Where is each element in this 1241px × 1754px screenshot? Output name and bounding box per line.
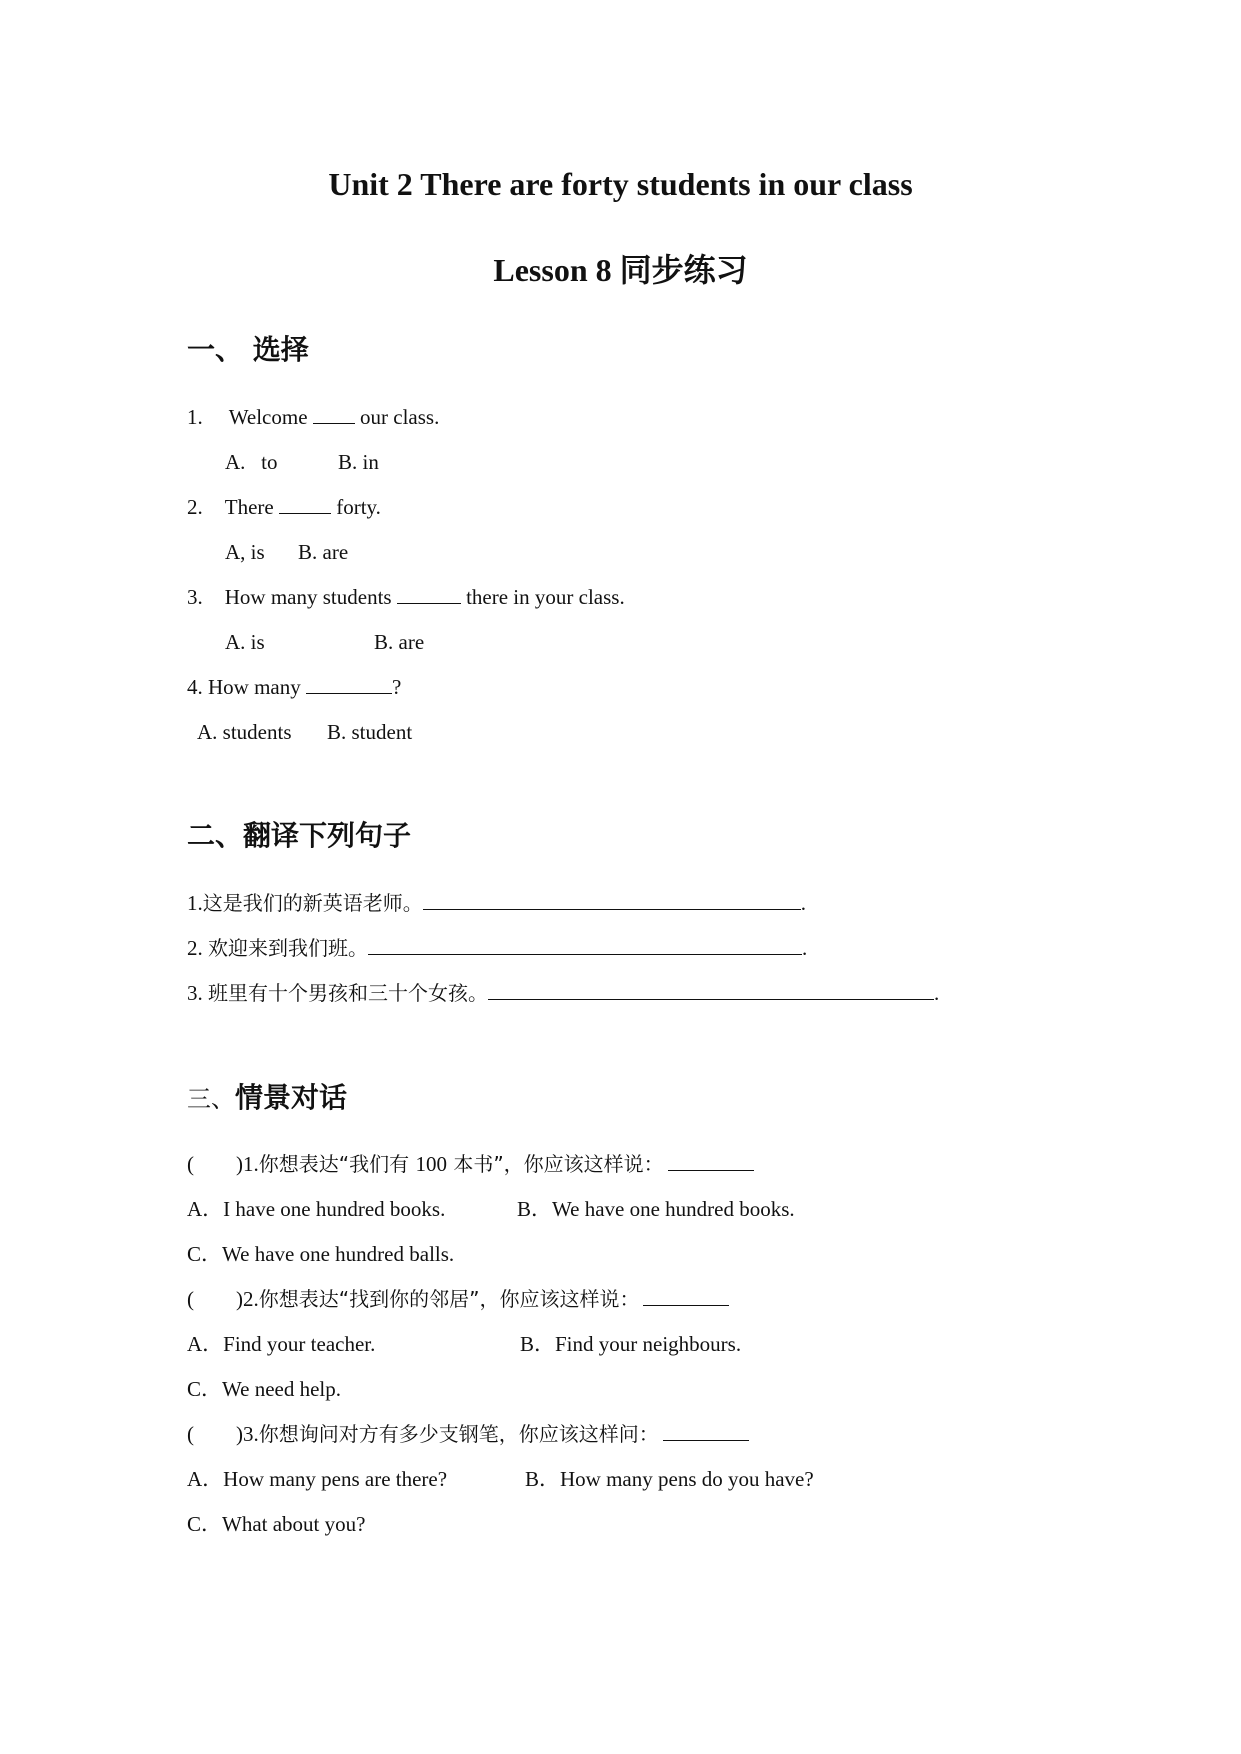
option-c: C．We have one hundred balls. [187, 1242, 455, 1266]
question-3: 3. How many students there in your class. [187, 585, 625, 609]
option-c: C．What about you? [187, 1512, 366, 1536]
option-a: A．I have one hundred books. [187, 1197, 446, 1221]
translate-sentence-2: 2. 欢迎来到我们班。 . [187, 936, 808, 960]
option-b: B. are [374, 630, 425, 654]
option-b: B．How many pens do you have? [525, 1467, 814, 1491]
option-b: B. student [327, 720, 413, 744]
option-c: C．We need help. [187, 1377, 342, 1401]
section-heading-translate: 二、翻译下列句子 [187, 819, 412, 852]
option-b: B. in [338, 450, 379, 474]
question-number: 1. [187, 405, 203, 429]
translate-sentence-1: 1.这是我们的新英语老师。 . [187, 891, 806, 915]
option-b: B. are [298, 540, 349, 564]
answer-blank [663, 1420, 749, 1441]
answer-blank [643, 1285, 729, 1306]
answer-blank [397, 583, 461, 604]
lesson-subtitle: Lesson 8 同步练习 [493, 252, 748, 288]
option-a: A. is [225, 630, 265, 654]
answer-line [488, 979, 934, 1000]
option-a: A. students [197, 720, 292, 744]
option-a: A．Find your teacher. [187, 1332, 376, 1356]
answer-blank [279, 493, 331, 514]
dialogue-3: ( )3.你想询问对方有多少支钢笔，你应该这样问： [187, 1420, 749, 1448]
worksheet-title: Unit 2 There are forty students in our class [328, 166, 913, 202]
question-number: 3. [187, 585, 203, 609]
question-number: 2. [187, 495, 203, 519]
section-heading-choice: 一、 选择 [187, 333, 309, 366]
answer-blank [313, 403, 355, 424]
section-heading-dialogue: 三、情景对话 [187, 1081, 348, 1114]
dialogue-2: ( )2.你想表达“找到你的邻居”，你应该这样说： [187, 1285, 729, 1313]
answer-blank [306, 673, 392, 694]
question-1: 1. Welcome our class. [187, 405, 440, 429]
option-a: A, is [225, 540, 265, 564]
option-b: B．We have one hundred books. [517, 1197, 795, 1221]
question-4: 4. How many ? [187, 675, 402, 699]
translate-sentence-3: 3. 班里有十个男孩和三十个女孩。 . [187, 981, 940, 1005]
answer-line [423, 889, 801, 910]
dialogue-1: ( )1.你想表达“我们有 100 本书”，你应该这样说： [187, 1150, 754, 1178]
option-a: A．How many pens are there? [187, 1467, 448, 1491]
option-a: A. to [225, 450, 278, 474]
answer-blank [668, 1150, 754, 1171]
answer-line [368, 934, 802, 955]
option-b: B．Find your neighbours. [520, 1332, 742, 1356]
question-2: 2. There forty. [187, 495, 381, 519]
